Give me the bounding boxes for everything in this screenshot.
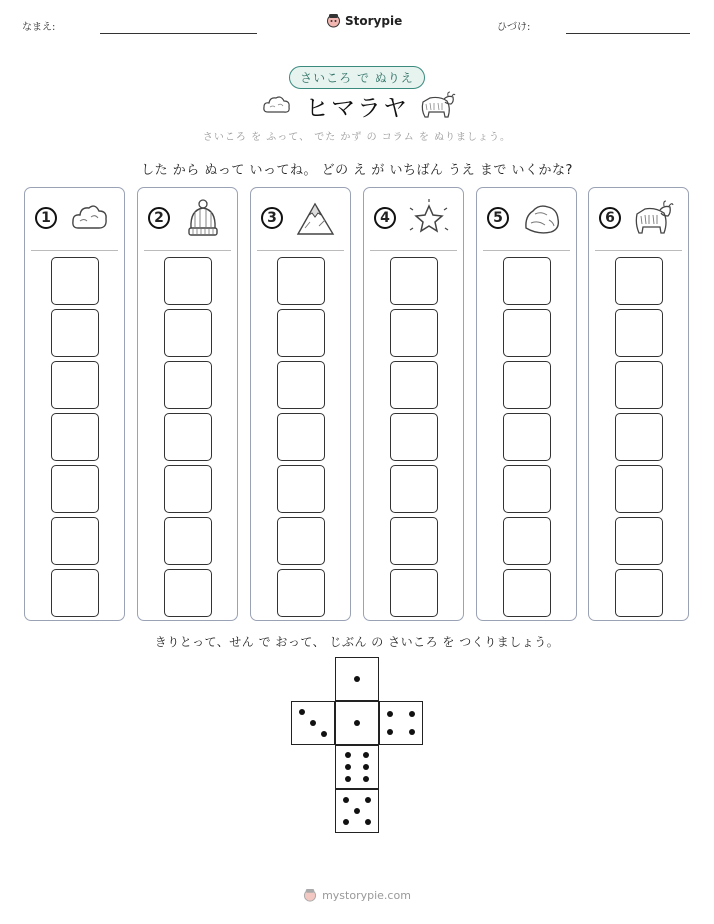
column-divider	[595, 250, 682, 251]
coloring-box[interactable]	[277, 569, 325, 617]
coloring-box[interactable]	[503, 257, 551, 305]
column-header	[364, 188, 463, 250]
coloring-box[interactable]	[51, 309, 99, 357]
coloring-box[interactable]	[503, 465, 551, 513]
coloring-box[interactable]	[164, 517, 212, 565]
coloring-box[interactable]	[277, 465, 325, 513]
die-face-right	[379, 701, 423, 745]
die-face-lower	[335, 745, 379, 789]
coloring-box[interactable]	[615, 257, 663, 305]
die-pip	[343, 797, 349, 803]
die-pip	[310, 720, 316, 726]
column-number: 3	[261, 207, 283, 229]
coloring-box[interactable]	[503, 569, 551, 617]
column-header	[589, 188, 688, 250]
die-pip	[354, 808, 360, 814]
date-line[interactable]	[566, 33, 690, 34]
rock-icon	[521, 198, 563, 240]
storypie-mascot-icon	[326, 13, 341, 29]
coloring-box[interactable]	[164, 413, 212, 461]
column-header	[25, 188, 124, 250]
coloring-box[interactable]	[51, 465, 99, 513]
coloring-box[interactable]	[390, 361, 438, 409]
die-face-bottom	[335, 789, 379, 833]
die-pip	[363, 776, 369, 782]
column-divider	[257, 250, 344, 251]
coloring-box[interactable]	[503, 309, 551, 357]
coloring-box[interactable]	[390, 413, 438, 461]
coloring-box[interactable]	[503, 517, 551, 565]
coloring-box[interactable]	[615, 309, 663, 357]
coloring-box[interactable]	[51, 257, 99, 305]
coloring-box[interactable]	[503, 413, 551, 461]
coloring-box[interactable]	[615, 569, 663, 617]
column-divider	[31, 250, 118, 251]
cloud-icon	[69, 198, 111, 240]
mountain-icon	[295, 198, 337, 240]
die-face-center	[335, 701, 379, 745]
name-label: なまえ:	[22, 22, 56, 33]
die-pip	[365, 797, 371, 803]
coloring-box[interactable]	[277, 309, 325, 357]
date-label: ひづけ:	[497, 22, 531, 33]
die-pip	[363, 764, 369, 770]
yak-icon	[418, 90, 456, 122]
die-pip	[409, 711, 415, 717]
column-number: 4	[374, 207, 396, 229]
coloring-box[interactable]	[390, 569, 438, 617]
die-pip	[387, 729, 393, 735]
die-face-top	[335, 657, 379, 701]
die-pip	[354, 720, 360, 726]
coloring-box[interactable]	[390, 465, 438, 513]
column-divider	[144, 250, 231, 251]
coloring-box[interactable]	[277, 361, 325, 409]
die-pip	[363, 752, 369, 758]
footer-url[interactable]: mystorypie.com	[322, 889, 411, 902]
footer	[303, 888, 411, 903]
die-pip	[343, 819, 349, 825]
coloring-box[interactable]	[390, 517, 438, 565]
dice-column-6	[588, 187, 689, 621]
die-pip	[354, 676, 360, 682]
coloring-box[interactable]	[277, 257, 325, 305]
coloring-box[interactable]	[164, 257, 212, 305]
die-pip	[299, 709, 305, 715]
knit-hat-icon	[182, 198, 224, 240]
coloring-box[interactable]	[51, 413, 99, 461]
yak-icon	[633, 198, 675, 240]
column-number: 5	[487, 207, 509, 229]
coloring-box[interactable]	[164, 361, 212, 409]
coloring-box[interactable]	[615, 517, 663, 565]
coloring-box[interactable]	[164, 309, 212, 357]
die-instructions: きりとって、せん で おって、 じぶん の さいころ を つくりましょう。	[154, 635, 560, 649]
coloring-box[interactable]	[51, 569, 99, 617]
coloring-box[interactable]	[390, 257, 438, 305]
die-pip	[345, 776, 351, 782]
column-number: 2	[148, 207, 170, 229]
die-pip	[409, 729, 415, 735]
brand-logo	[326, 13, 402, 29]
star-icon	[408, 198, 450, 240]
dice-column-1	[24, 187, 125, 621]
coloring-box[interactable]	[164, 569, 212, 617]
column-divider	[483, 250, 570, 251]
die-face-left	[291, 701, 335, 745]
instructions: した から ぬって いってね。 どの え が いちばん うえ まで いくかな?	[141, 163, 573, 178]
die-pip	[365, 819, 371, 825]
dice-column-2	[137, 187, 238, 621]
die-pip	[387, 711, 393, 717]
column-header	[477, 188, 576, 250]
coloring-box[interactable]	[615, 465, 663, 513]
column-number: 6	[599, 207, 621, 229]
die-pip	[345, 764, 351, 770]
coloring-box[interactable]	[390, 309, 438, 357]
coloring-box[interactable]	[503, 361, 551, 409]
coloring-box[interactable]	[277, 517, 325, 565]
page-subtitle: さいころ を ふって、 でた かず の コラム を ぬりましょう。	[202, 132, 512, 143]
storypie-mascot-icon	[303, 888, 317, 903]
die-pip	[321, 731, 327, 737]
coloring-box[interactable]	[164, 465, 212, 513]
name-line[interactable]	[100, 33, 257, 34]
activity-badge: さいころ で ぬりえ	[289, 66, 425, 89]
brand-name: Storypie	[345, 14, 403, 28]
coloring-box[interactable]	[615, 361, 663, 409]
page-title: ヒマラヤ	[305, 94, 409, 122]
coloring-box[interactable]	[51, 361, 99, 409]
die-pip	[345, 752, 351, 758]
coloring-box[interactable]	[277, 413, 325, 461]
dice-column-5	[476, 187, 577, 621]
coloring-box[interactable]	[615, 413, 663, 461]
column-header	[251, 188, 350, 250]
dice-column-4	[363, 187, 464, 621]
column-number: 1	[35, 207, 57, 229]
column-header	[138, 188, 237, 250]
dice-column-3	[250, 187, 351, 621]
column-divider	[370, 250, 457, 251]
coloring-box[interactable]	[51, 517, 99, 565]
